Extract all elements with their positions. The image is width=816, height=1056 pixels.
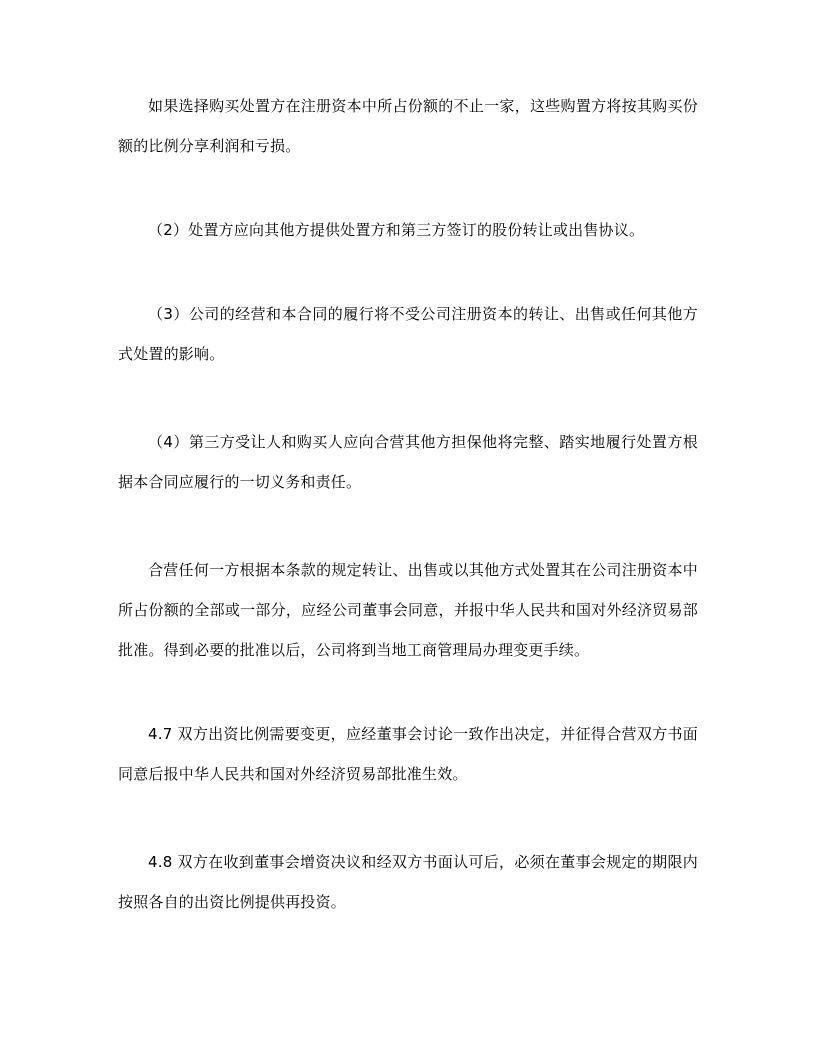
paragraph-item-4: （4）第三方受让人和购买人应向合营其他方担保他将完整、踏实地履行处置方根据本合同应履行的一切义务和责任。 [118, 433, 698, 491]
paragraph-clause-4-7: 4.7 双方出资比例需要变更，应经董事会讨论一致作出决定，并征得合营双方书面同意后报中华人民共和国对外经济贸易部批准生效。 [118, 725, 698, 783]
paragraph-clause-4-8: 4.8 双方在收到董事会增资决议和经双方书面认可后，必须在董事会规定的期限内按照各自的出资比例提供再投资。 [118, 853, 698, 911]
paragraph-item-2: （2）处置方应向其他方提供处置方和第三方签订的股份转让或出售协议。 [148, 221, 645, 239]
paragraph-item-3: （3）公司的经营和本合同的履行将不受公司注册资本的转让、出售或任何其他方式处置的影响。 [118, 305, 698, 363]
paragraph-profit-sharing: 如果选择购买处置方在注册资本中所占份额的不止一家，这些购置方将按其购买份额的比例分享利润和亏损。 [118, 97, 698, 155]
paragraph-transfer-approval: 合营任何一方根据本条款的规定转让、出售或以其他方式处置其在公司注册资本中所占份额的全部或一部分，应经公司董事会同意，并报中华人民共和国对外经济贸易部批准。得到必要的批准以后，公司将到当地工商管理局办理变更手续。 [118, 561, 698, 659]
